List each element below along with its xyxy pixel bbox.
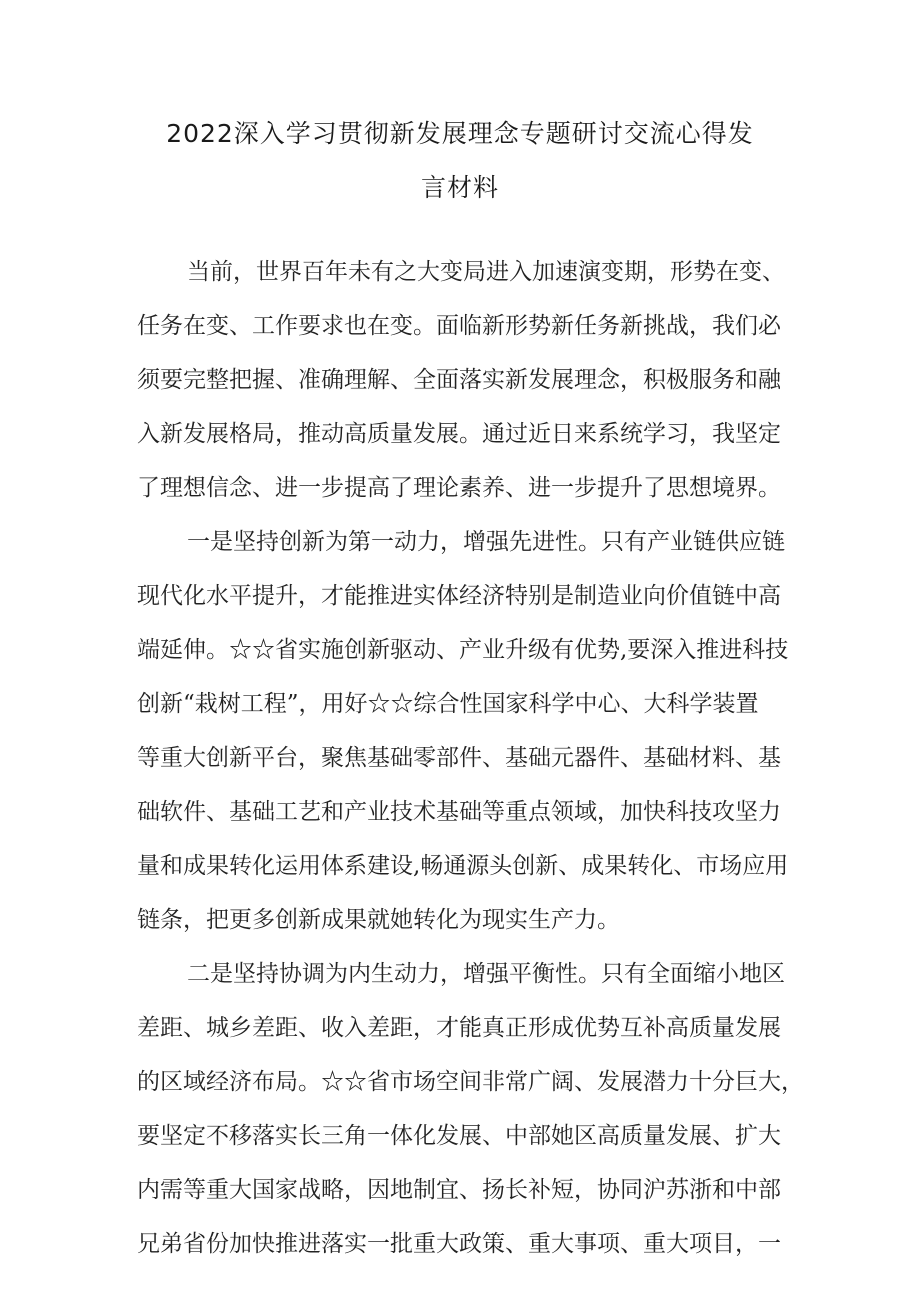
body-line-8: 端延伸。☆☆省实施创新驱动、产业升级有优势,要深入推进科技 bbox=[137, 637, 789, 663]
body-line-16: 的区域经济布局。☆☆省市场空间非常广阔、发展潜力十分巨大， bbox=[137, 1069, 804, 1095]
body-line-19: 兄弟省份加快推进落实一批重大政策、重大事项、重大项目，一 bbox=[137, 1231, 781, 1257]
body-line-11: 础软件、基础工艺和产业技术基础等重点领域，加快科技攻坚力 bbox=[137, 799, 781, 825]
body-line-1: 当前，世界百年未有之大变局进入加速演变期，形势在变、 bbox=[187, 259, 785, 285]
document-title-line-1: 2022深入学习贯彻新发展理念专题研讨交流心得发 bbox=[166, 119, 754, 148]
body-line-13: 链条，把更多创新成果就她转化为现实生产力。 bbox=[137, 907, 620, 933]
body-line-10: 等重大创新平台，聚焦基础零部件、基础元器件、基础材料、基 bbox=[137, 745, 781, 771]
body-line-14: 二是坚持协调为内生动力，增强平衡性。只有全面缩小地区 bbox=[187, 961, 785, 987]
document-title-line-2: 言材料 bbox=[420, 173, 499, 202]
body-line-17: 要坚定不移落实长三角一体化发展、中部她区高质量发展、扩大 bbox=[137, 1123, 781, 1149]
body-line-2: 任务在变、工作要求也在变。面临新形势新任务新挑战，我们必 bbox=[137, 313, 781, 339]
body-line-7: 现代化水平提升，才能推进实体经济特别是制造业向价值链中高 bbox=[137, 583, 781, 609]
body-line-12: 量和成果转化运用体系建设,畅通源头创新、成果转化、市场应用 bbox=[137, 853, 789, 879]
body-line-6: 一是坚持创新为第一动力，增强先进性。只有产业链供应链 bbox=[187, 529, 785, 555]
body-line-18: 内需等重大国家战略，因地制宜、扬长补短，协同沪苏浙和中部 bbox=[137, 1177, 781, 1203]
body-line-5: 了理想信念、进一步提高了理论素养、进一步提升了思想境界。 bbox=[137, 475, 781, 501]
body-line-3: 须要完整把握、准确理解、全面落实新发展理念，积极服务和融 bbox=[137, 367, 781, 393]
body-line-4: 入新发展格局，推动高质量发展。通过近日来系统学习，我坚定 bbox=[137, 421, 781, 447]
body-line-15: 差距、城乡差距、收入差距，才能真正形成优势互补高质量发展 bbox=[137, 1015, 781, 1041]
body-line-9: 创新“栽树工程”，用好☆☆综合性国家科学中心、大科学装置 bbox=[137, 691, 759, 717]
